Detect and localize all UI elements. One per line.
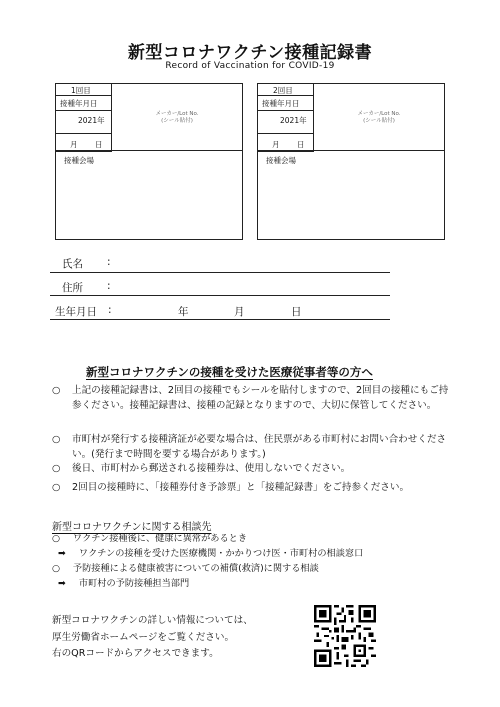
dob-month: 月 xyxy=(234,306,245,318)
sticker-area xyxy=(112,84,242,150)
bullet-mark: ○ xyxy=(52,434,61,445)
sticker-maker-lot: メーカー/Lot No. xyxy=(155,111,199,117)
date-label: 接種年月日 xyxy=(60,99,98,108)
document-title: 新型コロナワクチン接種記録書 xyxy=(127,43,373,63)
dob-day: 日 xyxy=(291,306,302,318)
venue-label: 接種会場 xyxy=(64,156,94,165)
name-colon: : xyxy=(107,256,111,268)
consult-question: ワクチン接種後に、健康に異常があるとき xyxy=(72,533,248,544)
dose-label: 2回目 xyxy=(273,86,293,95)
footer-text xyxy=(52,613,312,663)
bullet-mark: ○ xyxy=(52,563,61,574)
consult-item-2-question xyxy=(52,562,452,577)
address-colon: : xyxy=(107,280,111,292)
date-month: 月 xyxy=(272,140,280,149)
consult-item-1-answer xyxy=(58,547,458,562)
bullet-mark: ○ xyxy=(52,482,61,493)
notice-text: 上記の接種記録書は、2回目の接種でもシールを貼付しますので、2回目の接種にもご持参ください。接種記録書は、接種の記録となりますので、大切に保管してください。 xyxy=(72,385,449,411)
sticker-maker-lot: メーカー/Lot No. xyxy=(357,111,401,117)
sticker-area xyxy=(314,84,444,150)
notice-text: 2回目の接種時に、「接種券付き予診票」と「接種記録書」をご持参ください。 xyxy=(72,482,410,493)
name-field-line xyxy=(50,272,390,273)
address-label: 住所 xyxy=(62,282,83,294)
notice-item-1 xyxy=(52,383,452,413)
consult-answer: 市町村の予防接種担当部門 xyxy=(78,578,190,589)
consult-title: 新型コロナワクチンに関する相談先 xyxy=(52,522,212,533)
dob-field-line xyxy=(50,319,390,320)
footer-line-3: 右のQRコードからアクセスできます。 xyxy=(52,648,219,659)
qr-code-icon[interactable] xyxy=(314,605,376,667)
notice-item-3 xyxy=(52,461,452,476)
footer-line-1: 新型コロナワクチンの詳しい情報については、 xyxy=(52,615,253,626)
date-year: 2021年 xyxy=(280,116,307,125)
dose-label: 1回目 xyxy=(71,86,91,95)
consult-item-2-answer xyxy=(58,577,458,592)
notice-item-4 xyxy=(52,480,452,495)
date-year-divider xyxy=(56,133,111,134)
notice-title: 新型コロナワクチンの接種を受けた医療従事者等の方へ xyxy=(86,365,373,379)
venue-divider xyxy=(56,150,242,151)
venue-label: 接種会場 xyxy=(266,156,296,165)
vaccination-record-2 xyxy=(257,83,445,240)
vaccination-record-1 xyxy=(55,83,243,240)
date-day: 日 xyxy=(95,140,103,149)
address-field-line xyxy=(50,295,390,296)
dob-year: 年 xyxy=(178,306,189,318)
document-subtitle: Record of Vaccination for COVID-19 xyxy=(165,61,335,71)
sticker-instruction: (シール貼付) xyxy=(161,118,193,124)
notice-text: 市町村が発行する接種済証が必要な場合は、住民票がある市町村にお問い合わせください。(発行まで時間を要する場合があります。) xyxy=(72,434,447,460)
consult-question: 予防接種による健康被害についての補償(救済)に関する相談 xyxy=(72,563,319,574)
consult-answer: ワクチンの接種を受けた医療機関・かかりつけ医・市町村の相談窓口 xyxy=(78,548,364,559)
arrow-right-icon: ➡ xyxy=(58,548,66,559)
date-label-divider xyxy=(56,110,111,111)
dob-colon: : xyxy=(108,304,112,316)
date-year-divider xyxy=(258,133,313,134)
bullet-mark: ○ xyxy=(52,533,61,544)
date-cell xyxy=(257,95,314,152)
date-label: 接種年月日 xyxy=(262,99,300,108)
date-cell xyxy=(55,95,112,152)
notice-item-2 xyxy=(52,432,452,462)
venue-divider xyxy=(258,150,444,151)
date-day: 日 xyxy=(297,140,305,149)
consult-item-1-question xyxy=(52,532,452,547)
bullet-mark: ○ xyxy=(52,385,61,396)
dob-label: 生年月日 xyxy=(55,306,97,318)
arrow-right-icon: ➡ xyxy=(58,578,66,589)
date-year: 2021年 xyxy=(78,116,105,125)
notice-text: 後日、市町村から郵送される接種券は、使用しないでください。 xyxy=(72,463,351,474)
name-label: 氏名 xyxy=(62,258,83,270)
sticker-instruction: (シール貼付) xyxy=(363,118,395,124)
bullet-mark: ○ xyxy=(52,463,61,474)
date-month: 月 xyxy=(70,140,78,149)
date-label-divider xyxy=(258,110,313,111)
footer-line-2: 厚生労働省ホームページをご覧ください。 xyxy=(52,631,235,643)
